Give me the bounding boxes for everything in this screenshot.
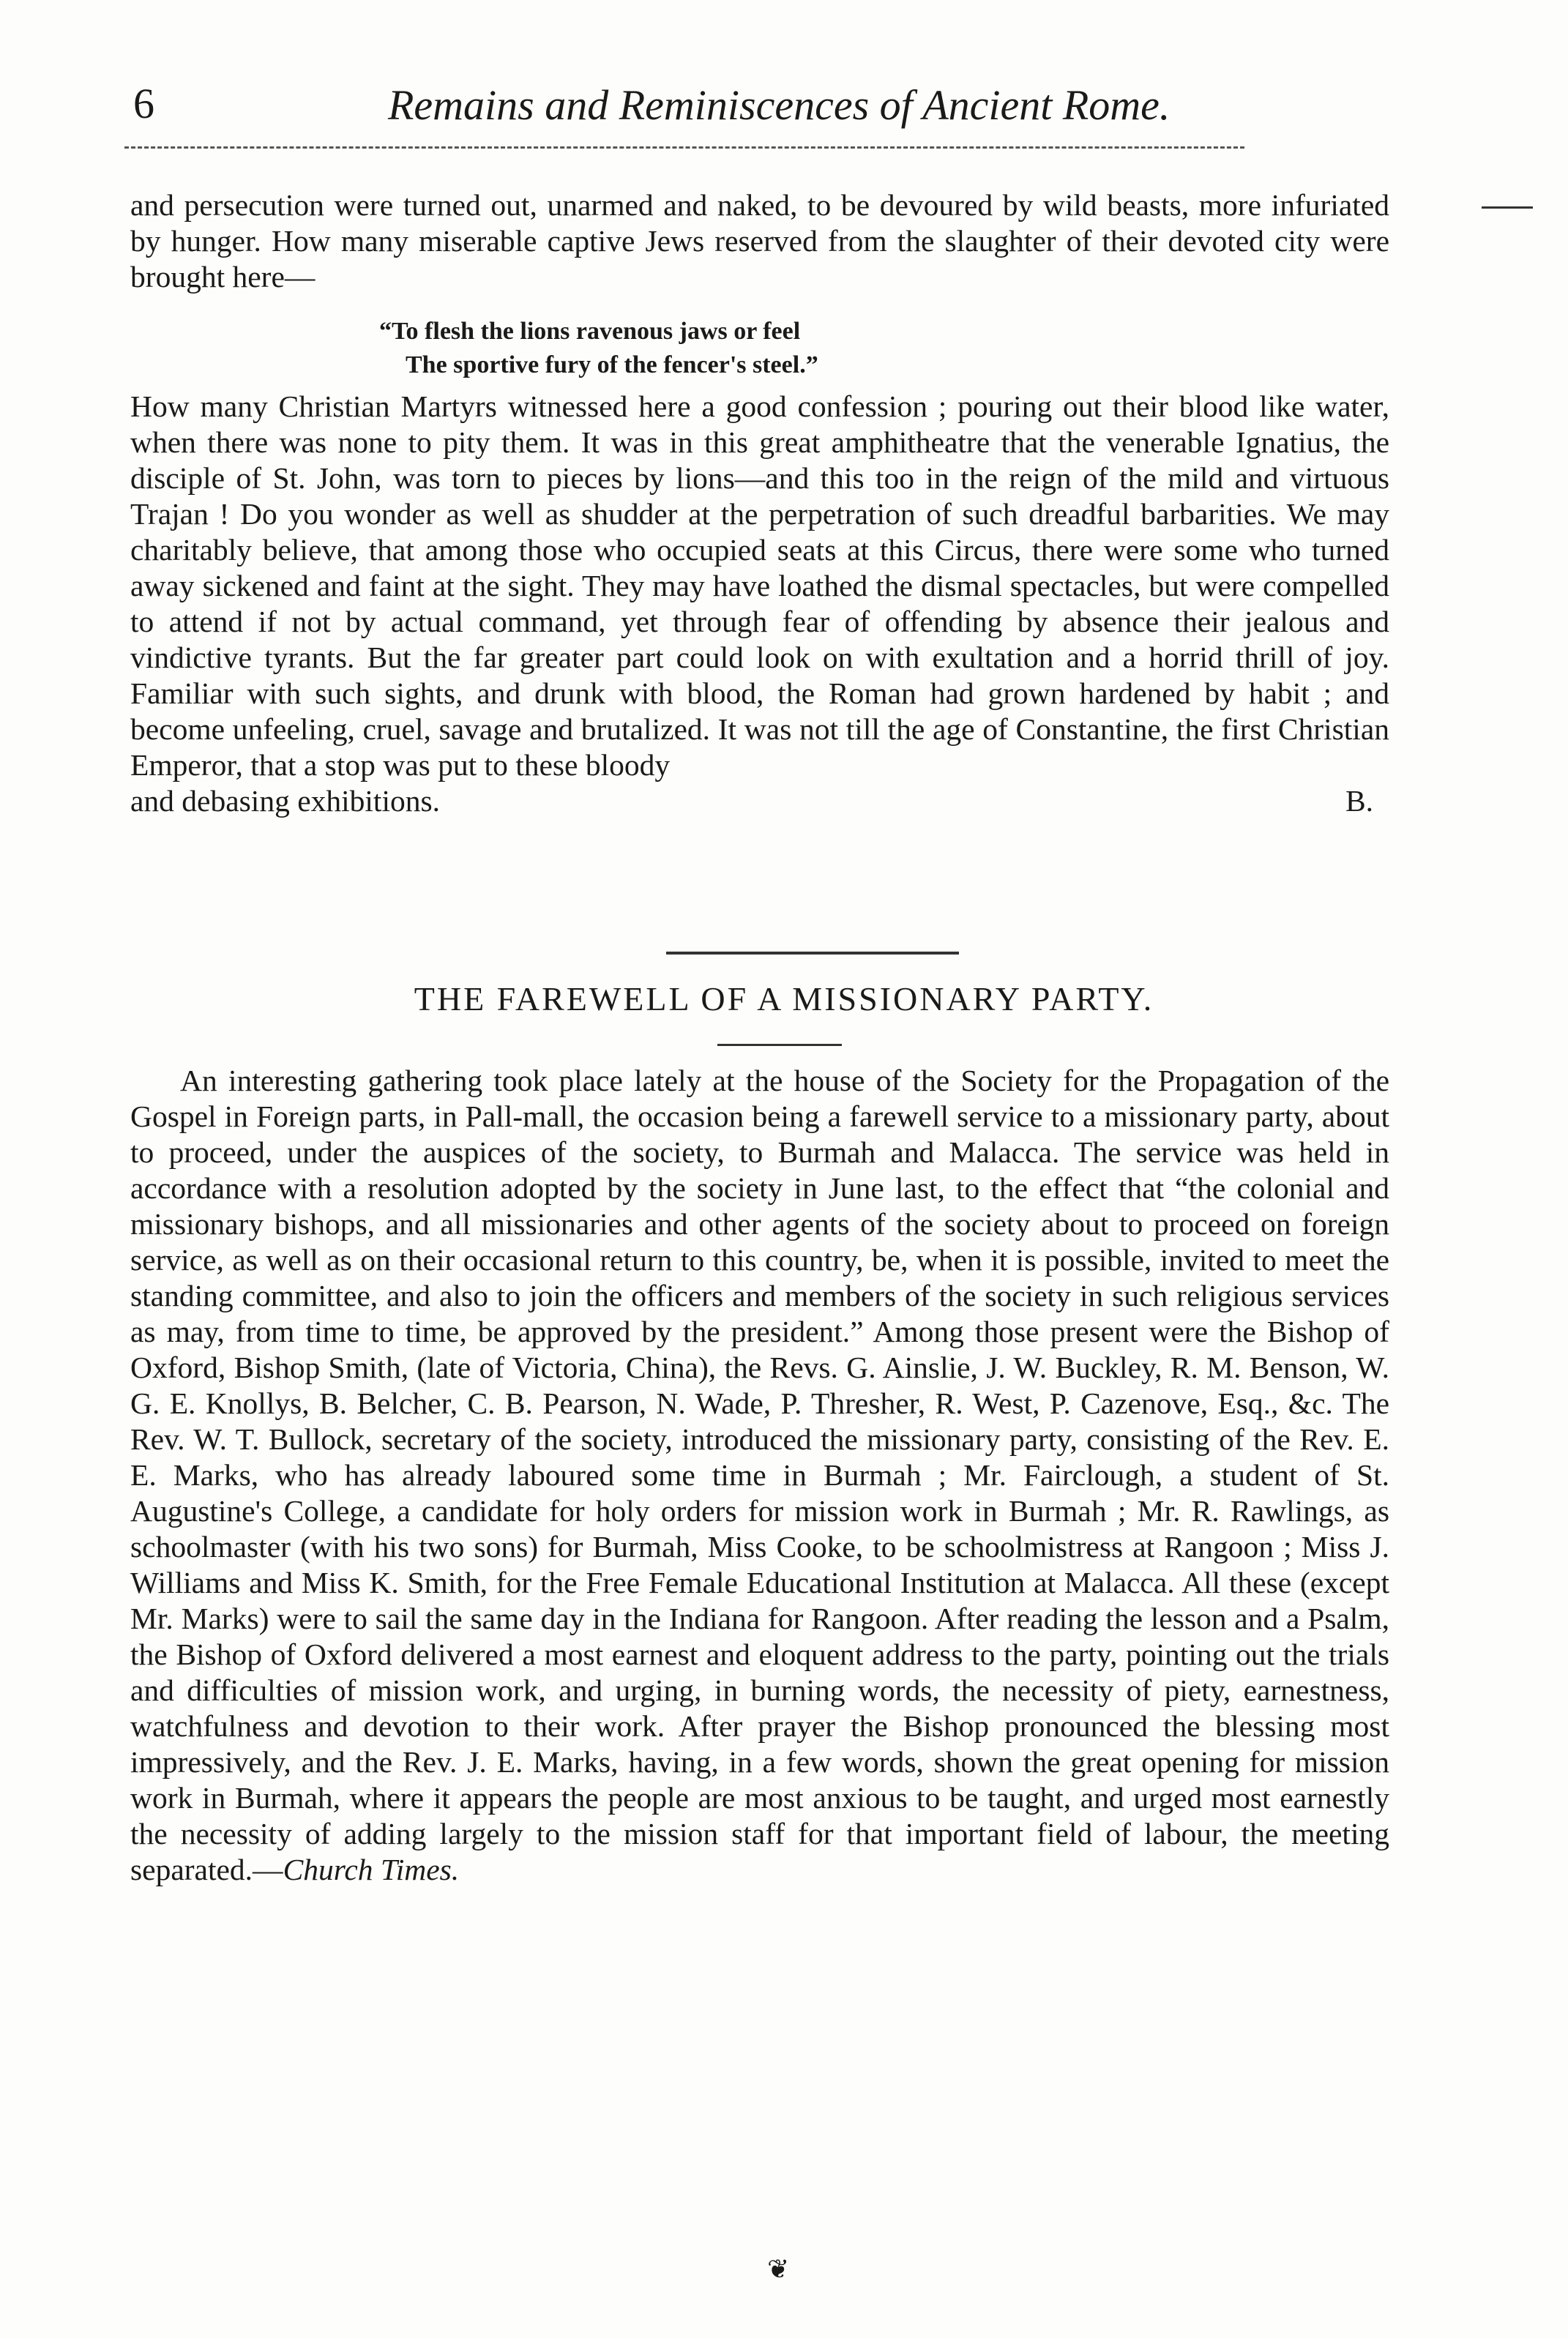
article-paragraph-2 (130, 389, 1389, 819)
article-paragraph-1 (130, 187, 1389, 295)
running-title: Remains and Reminiscences of Ancient Rome. (388, 81, 1171, 129)
paragraph-text: How many Christian Martyrs witnessed here a good confession ; pouring out their blood like water, when there was none to pity them. It was in this great amphitheatre that the venerable Ignatius, the disciple of St. John, was torn to pieces by lions—and this too in the reign of the mild and virtuous Trajan ! Do you wonder as well as shudder at the perpetration of such dreadful barbarities. We may charitably believe, that among those who occupied seats at this Circus, there were some who turned away sickened and faint at the sight. They may have loathed the dismal spectacles, but were compelled to attend if not by actual command, yet through fear of offending by absence their jealous and vindictive tyrants. But the far greater part could look on with exultation and a horrid thrill of joy. Familiar with such sights, and drunk with blood, the Roman had grown hardened by habit ; and become unfeeling, cruel, savage and brutalized. It was not till the age of Constantine, the first Christian Emperor, that a stop was put to these bloody (130, 389, 1389, 782)
page-header (124, 73, 1222, 139)
source-citation: Church Times. (283, 1853, 460, 1886)
end-ornament-icon: ❦ (767, 2255, 790, 2285)
paragraph-end-text: and debasing exhibitions. (130, 784, 441, 818)
margin-mark (1482, 206, 1533, 209)
paragraph-text: An interesting gathering took place lately at the house of the Society for the Propagation of the Gospel in Foreign parts, in Pall-mall, the occasion being a farewell service to a missionary party, about to proceed, under the auspices of the society, to Burmah and Malacca. The service was held in accordance with a resolution adopted by the society in June last, to the effect that “the colonial and missionary bishops, and all missionaries and other agents of the society about to proceed on foreign service, as well as on their occasional return to this country, be, when it is possible, invited to meet the standing committee, and also to join the officers and members of the society in such religious services as may, from time to time, be approved by the president.” Among those present were the Bishop of Oxford, Bishop Smith, (late of Victoria, China), the Revs. G. Ainslie, J. W. Buckley, R. M. Benson, W. G. E. Knollys, B. Belcher, C. B. Pearson, N. Wade, P. Thresher, R. West, P. Cazenove, Esq., &c. The Rev. W. T. Bullock, secretary of the society, introduced the missionary party, consisting of the Rev. E. E. Marks, who has already laboured some time in Burmah ; Mr. Fairclough, a student of St. Augustine's College, a candidate for holy orders for mission work in Burmah ; Mr. R. Rawlings, as schoolmaster (with his two sons) for Burmah, Miss Cooke, to be schoolmistress at Rangoon ; Miss J. Williams and Miss K. Smith, for the Free Female Educational Institution at Malacca. All these (except Mr. Marks) were to sail the same day in the Indiana for Rangoon. After reading the lesson and a Psalm, the Bishop of Oxford delivered a most earnest and eloquent address to the party, pointing out the trials and difficulties of mission work, and urging, in burning words, the necessity of piety, earnestness, watchfulness and devotion to their work. After prayer the Bishop pronounced the blessing most impressively, and the Rev. J. E. Marks, having, in a few words, shown the great opening for mission work in Burmah, where it appears the people are most anxious to be taught, and urged most earnestly the necessity of adding largely to the mission staff for that important field of labour, the meeting separated.— (130, 1064, 1389, 1886)
paragraph-text: and persecution were turned out, unarmed and naked, to be devoured by wild beasts, more infuriated by hunger. How many miserable captive Jews reserved from the slaughter of their devoted city were brought here— (130, 188, 1389, 294)
title-underline (717, 1044, 842, 1046)
author-signature: B. (1345, 784, 1373, 818)
section-divider (666, 952, 959, 955)
article-body (130, 1063, 1389, 1888)
page-number: 6 (133, 80, 154, 127)
paragraph-closing-line (130, 783, 1389, 819)
quote-line-2: The sportive fury of the fencer's steel.” (406, 351, 818, 378)
article-title: THE FAREWELL OF A MISSIONARY PARTY. (414, 980, 1154, 1017)
header-rule (124, 146, 1244, 149)
verse-quotation (379, 315, 818, 382)
quote-line-1: “To flesh the lions ravenous jaws or feel (379, 318, 801, 345)
body-paragraph (130, 1063, 1389, 1888)
